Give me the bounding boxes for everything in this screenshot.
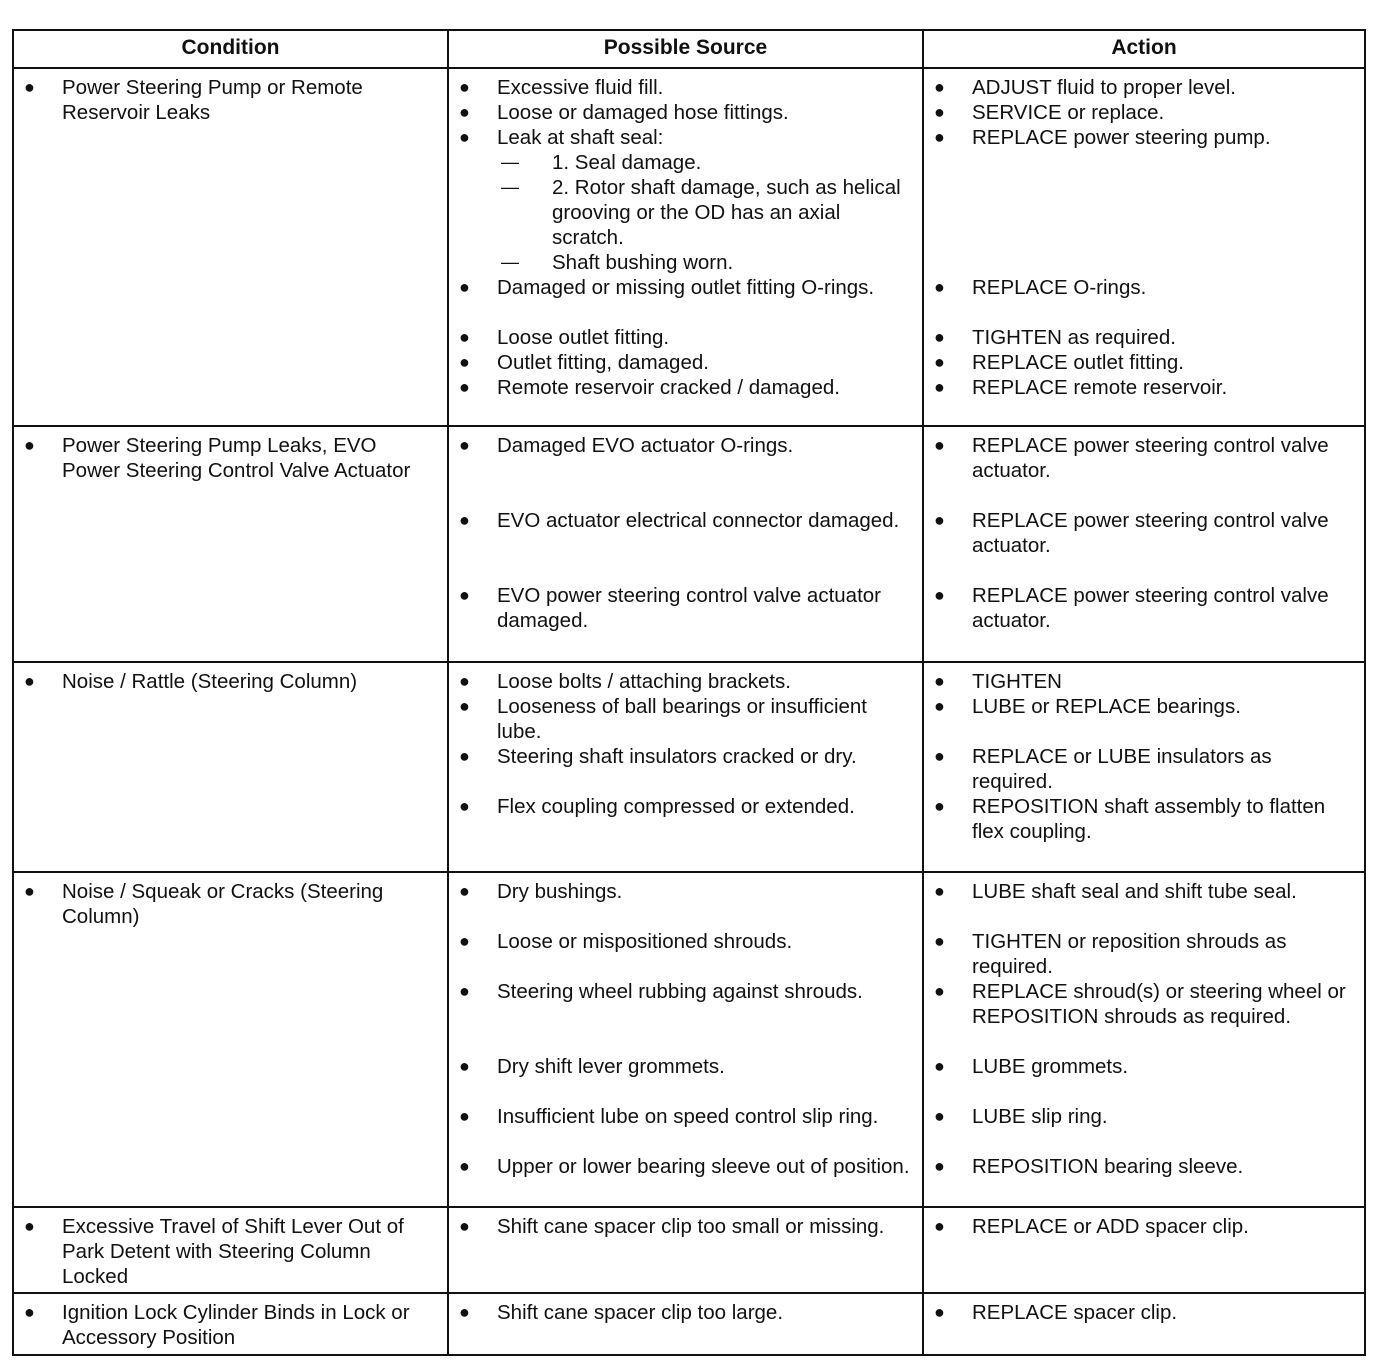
action-item [924,1054,1364,1079]
action-text: REPLACE shroud(s) or steering wheel or REPOSITION shrouds as required. [972,980,1346,1028]
bullet-icon: ● [24,671,35,691]
bullet-icon: ● [934,77,945,97]
bullet-icon: ● [459,1216,470,1236]
action-cell [924,663,1364,871]
bullet-icon: ● [459,1156,470,1176]
source-item [449,350,922,375]
source-item [449,744,922,769]
source-text: Damaged or missing outlet fitting O-rings. [497,276,875,299]
dash-icon: — [501,177,519,197]
action-text: TIGHTEN as required. [972,326,1176,349]
header-condition: Condition [14,31,449,67]
bullet-icon: ● [934,585,945,605]
bullet-icon: ● [934,1216,945,1236]
source-text: Shift cane spacer clip too large. [497,1301,784,1324]
table-row [14,1294,1364,1354]
bullet-icon: ● [934,1106,945,1126]
action-text: REPLACE remote reservoir. [972,376,1228,399]
source-item [449,433,922,458]
source-item [449,1104,922,1129]
source-cell [449,69,924,425]
source-text: Steering shaft insulators cracked or dry. [497,745,857,768]
bullet-icon: ● [24,1302,35,1322]
source-text: Remote reservoir cracked / damaged. [497,376,840,399]
action-text: REPLACE or LUBE insulators as required. [972,745,1272,793]
source-item [449,929,922,954]
source-text: Insufficient lube on speed control slip ring. [497,1105,879,1128]
bullet-icon: ● [934,1302,945,1322]
source-text: Upper or lower bearing sleeve out of position. [497,1155,910,1178]
condition-cell [14,873,449,1206]
action-text: REPOSITION shaft assembly to flatten flex coupling. [972,795,1326,843]
bullet-icon: ● [934,671,945,691]
action-text: REPLACE outlet fitting. [972,351,1184,374]
action-text: LUBE grommets. [972,1055,1129,1078]
action-cell [924,873,1364,1206]
bullet-icon: ● [459,127,470,147]
dash-icon: — [501,152,519,172]
bullet-icon: ● [934,377,945,397]
action-item [924,100,1364,125]
action-item [924,794,1364,844]
action-cell [924,1208,1364,1292]
bullet-icon: ● [459,696,470,716]
bullet-icon: ● [934,327,945,347]
bullet-icon: ● [934,127,945,147]
source-item [449,100,922,125]
source-text: Shift cane spacer clip too small or missing. [497,1215,885,1238]
bullet-icon: ● [934,510,945,530]
bullet-icon: ● [459,277,470,297]
action-item [924,75,1364,100]
bullet-icon: ● [934,352,945,372]
action-text: TIGHTEN [972,670,1062,693]
action-item [924,1104,1364,1129]
bullet-icon: ● [459,881,470,901]
source-text: Shaft bushing worn. [552,251,734,274]
table-row [14,873,1364,1208]
source-cell [449,427,924,661]
action-item [924,879,1364,904]
action-item [924,1154,1364,1179]
source-item [449,794,922,819]
action-text: LUBE or REPLACE bearings. [972,695,1241,718]
action-item [924,1300,1364,1325]
source-item [449,150,922,175]
source-item [449,175,922,250]
source-item [449,879,922,904]
source-text: EVO power steering control valve actuator damaged. [497,584,881,632]
dash-icon: — [501,252,519,272]
source-item [449,1214,922,1239]
source-item [449,75,922,100]
troubleshooting-table [12,29,1366,1356]
bullet-icon: ● [24,435,35,455]
action-item [924,508,1364,558]
condition-cell [14,427,449,661]
bullet-icon: ● [934,435,945,455]
action-text: REPLACE power steering control valve actuator. [972,434,1329,482]
source-text: Steering wheel rubbing against shrouds. [497,980,863,1003]
condition-text: Power Steering Pump Leaks, EVO Power Steering Control Valve Actuator [62,434,411,482]
action-text: REPOSITION bearing sleeve. [972,1155,1244,1178]
action-cell [924,427,1364,661]
bullet-icon: ● [934,102,945,122]
action-item [924,929,1364,979]
bullet-icon: ● [934,981,945,1001]
action-text: REPLACE power steering pump. [972,126,1271,149]
bullet-icon: ● [459,746,470,766]
table-row [14,69,1364,427]
source-text: Loose or mispositioned shrouds. [497,930,793,953]
bullet-icon: ● [459,327,470,347]
header-action: Action [1111,36,1177,59]
source-text: Dry bushings. [497,880,623,903]
bullet-icon: ● [934,796,945,816]
bullet-icon: ● [934,881,945,901]
source-text: Outlet fitting, damaged. [497,351,709,374]
source-item [449,508,922,533]
action-item [924,694,1364,719]
source-text: Damaged EVO actuator O-rings. [497,434,794,457]
condition-text: Noise / Rattle (Steering Column) [62,670,358,693]
action-item [924,433,1364,483]
source-item [449,275,922,300]
action-item [924,669,1364,694]
source-cell [449,1208,924,1292]
action-text: REPLACE spacer clip. [972,1301,1178,1324]
source-item [449,1054,922,1079]
source-text: Excessive fluid fill. [497,76,664,99]
condition-text: Ignition Lock Cylinder Binds in Lock or Accessory Position [62,1301,410,1349]
bullet-icon: ● [934,696,945,716]
source-text: Looseness of ball bearings or insufficient lube. [497,695,867,743]
action-item [924,350,1364,375]
source-text: Loose or damaged hose fittings. [497,101,789,124]
condition-text: Power Steering Pump or Remote Reservoir Leaks [62,76,363,124]
source-item [449,125,922,150]
bullet-icon: ● [459,102,470,122]
source-cell [449,873,924,1206]
source-text: Leak at shaft seal: [497,126,664,149]
action-text: REPLACE power steering control valve actuator. [972,584,1329,632]
bullet-icon: ● [459,435,470,455]
bullet-icon: ● [459,796,470,816]
bullet-icon: ● [934,746,945,766]
source-item [449,325,922,350]
source-text: 2. Rotor shaft damage, such as helical grooving or the OD has an axial scratch. [552,176,901,249]
source-text: Loose outlet fitting. [497,326,670,349]
bullet-icon: ● [24,1216,35,1236]
source-item [449,979,922,1004]
action-item [924,325,1364,350]
source-text: EVO actuator electrical connector damaged. [497,509,900,532]
action-cell [924,1294,1364,1354]
bullet-icon: ● [934,277,945,297]
bullet-icon: ● [459,377,470,397]
action-text: LUBE shaft seal and shift tube seal. [972,880,1297,903]
bullet-icon: ● [459,1056,470,1076]
action-item [924,375,1364,400]
action-text: REPLACE or ADD spacer clip. [972,1215,1249,1238]
action-item [924,583,1364,633]
bullet-icon: ● [459,931,470,951]
action-item [924,744,1364,794]
source-text: Loose bolts / attaching brackets. [497,670,792,693]
table-header [14,31,1364,69]
source-text: Flex coupling compressed or extended. [497,795,855,818]
action-text: REPLACE O-rings. [972,276,1147,299]
condition-cell [14,1294,449,1354]
source-cell [449,1294,924,1354]
bullet-icon: ● [459,671,470,691]
bullet-icon: ● [24,881,35,901]
bullet-icon: ● [459,510,470,530]
condition-text: Noise / Squeak or Cracks (Steering Column) [62,880,384,928]
condition-text: Excessive Travel of Shift Lever Out of Park Detent with Steering Column Locked [62,1215,404,1288]
source-item [449,1154,922,1179]
bullet-icon: ● [934,1056,945,1076]
action-text: ADJUST fluid to proper level. [972,76,1236,99]
action-text: TIGHTEN or reposition shrouds as required. [972,930,1287,978]
table-row [14,1208,1364,1294]
action-item [924,979,1364,1029]
source-item [449,1300,922,1325]
action-item [924,1214,1364,1239]
action-text: REPLACE power steering control valve actuator. [972,509,1329,557]
bullet-icon: ● [459,1302,470,1322]
bullet-icon: ● [459,981,470,1001]
condition-cell [14,69,449,425]
action-cell [924,69,1364,425]
source-text: Dry shift lever grommets. [497,1055,725,1078]
source-item [449,250,922,275]
action-text: LUBE slip ring. [972,1105,1108,1128]
source-cell [449,663,924,871]
action-item [924,125,1364,150]
bullet-icon: ● [934,1156,945,1176]
header-possible-source: Possible Source [449,31,924,67]
bullet-icon: ● [459,352,470,372]
source-item [449,375,922,400]
bullet-icon: ● [934,931,945,951]
action-text: SERVICE or replace. [972,101,1165,124]
source-item [449,694,922,744]
condition-cell [14,1208,449,1292]
bullet-icon: ● [24,77,35,97]
bullet-icon: ● [459,1106,470,1126]
bullet-icon: ● [459,77,470,97]
table-row [14,663,1364,873]
table-row [14,427,1364,663]
source-text: 1. Seal damage. [552,151,702,174]
condition-cell [14,663,449,871]
bullet-icon: ● [459,585,470,605]
action-item [924,275,1364,300]
source-item [449,669,922,694]
source-item [449,583,922,633]
